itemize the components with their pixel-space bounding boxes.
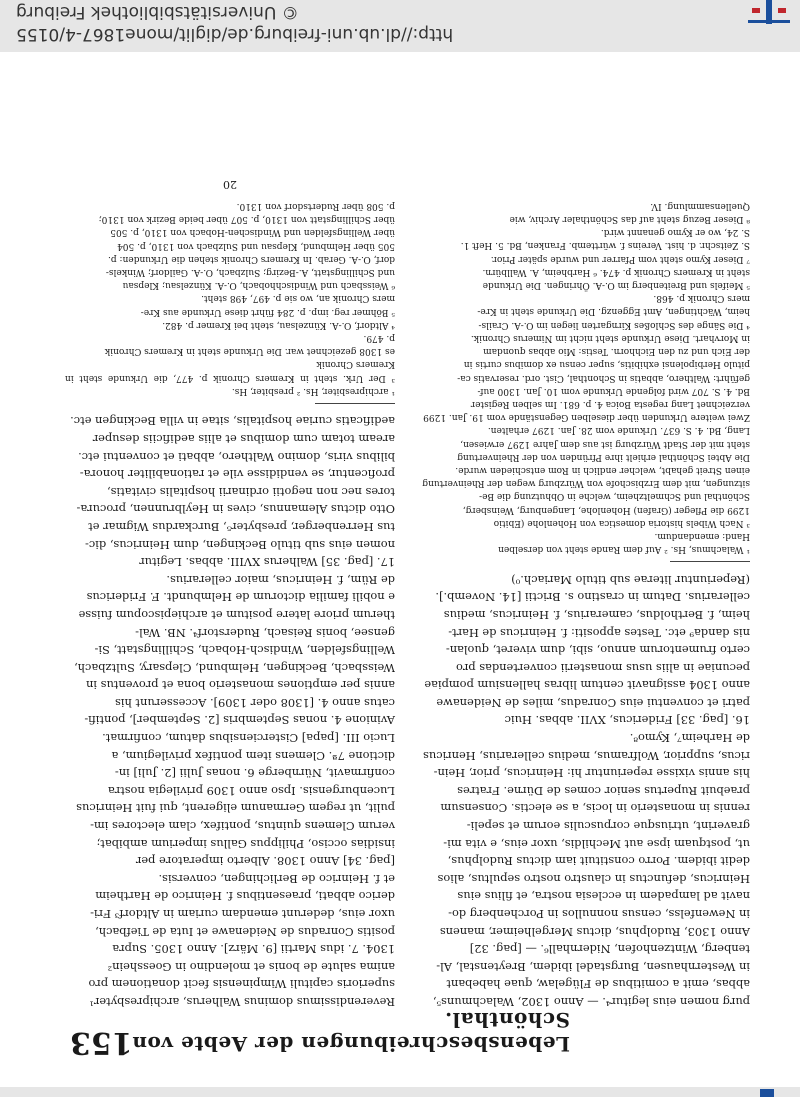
footnote-line: p. 479. bbox=[363, 333, 395, 343]
text-line: e nobili familia dictorum de Helmbundt. F. Fridericus bbox=[86, 590, 395, 605]
footnote-line: sitzungen, mit dem Erzbischofe von Würzburg wegen der Rheinvertung bbox=[422, 478, 750, 489]
text-line: nomen eius sub titulo Beckingen, dum Heinricus, dic- bbox=[85, 537, 395, 552]
footnote-line: S. 24, wo er Kymo genannt wird. bbox=[600, 227, 750, 238]
text-line: 1304. 7. idus Martii [9. März]. Anno 1305. Supra bbox=[112, 942, 395, 957]
left-column bbox=[420, 199, 750, 1010]
text-line: catus anno 4. [1308 oder 1309]. Accesserunt his bbox=[115, 695, 395, 710]
footnote-line: verzeichnet Lang regesta Boica 4. p. 681. Im selben Register bbox=[470, 398, 750, 409]
text-line: Otto dictus Alemannus, cives in Heylbrunnen, procura- bbox=[76, 502, 395, 517]
page-number: 153 bbox=[70, 1025, 133, 1060]
footnote-line: ⁷ Dieser Kymo steht vom Pfarrer und wurde später Prior. bbox=[490, 253, 750, 264]
text-line: pecuniae in aliis usus monasterii convertendas pro bbox=[456, 660, 750, 675]
footnote-rule bbox=[670, 561, 750, 562]
text-line: de Harheim⁷, Kymo⁸. bbox=[629, 731, 750, 746]
footnote-line: steht mit der Stadt Würzburg ist aus dem Jahre 1297 erwiesen, bbox=[460, 438, 750, 449]
footer-accent bbox=[760, 1089, 774, 1097]
footnote-line: Bd. 4. S. 707 wird folgende Urkunde vom 10. Jan. 1300 auf- bbox=[477, 385, 750, 396]
text-line: Lucio III. [papa] Cisterciensibus datum, confirmat. bbox=[102, 731, 395, 746]
text-line: abbas, emit a comitibus de Flügelaw, quae habebant bbox=[446, 977, 750, 992]
footnote-line: mers Chronik an, wo sie p. 497, 498 steht. bbox=[201, 293, 395, 304]
text-line: Heinricus, defunctus in claustro nostro sepultus, alios bbox=[437, 871, 750, 886]
text-line: Reverendissimus dominus Walherus, archipresbyter¹ bbox=[89, 995, 395, 1009]
text-line: ricus, supprior, Wolframus, medius cellerarius, Henricus bbox=[423, 748, 750, 763]
text-line: rennis in monasterio in locis, a se electis. Consensum bbox=[440, 801, 750, 816]
text-line: anno 1304 assignavit centum libras hallensium pompiae bbox=[424, 678, 750, 693]
footnote-line: ⁴ Altdorf, O.-A. Künzelsau, steht bei Kremer p. 482. bbox=[162, 319, 395, 330]
footnote-line: ³ Nach Wibels historia domestica von Hohenlohe (Ebitio bbox=[493, 517, 750, 528]
footnote-line: ⁸ Dieser Bezug steht auf das Schönthaler Archiv, wie bbox=[509, 214, 750, 225]
viewer-footer bbox=[0, 1087, 800, 1097]
footnote-line: ³ Der Urk. steht in Kremers Chronik p. 477, die Urkunde steht in Kremers Chronik bbox=[65, 359, 395, 383]
university-logo-icon bbox=[748, 0, 790, 30]
footnote-line: in Morvhart. Diese Urkunde steht nicht im Nimerus Chronik. bbox=[470, 332, 750, 343]
text-line: derico abbati, praesentibus f. Heinrico de Hartheim bbox=[95, 889, 395, 904]
text-line: certo frumentorum annuo, sibi, dum viveret, quolan- bbox=[445, 643, 750, 658]
footnote-rule bbox=[315, 403, 395, 404]
text-line: (Reperiuntur literae sub titulo Mariach.⁰) bbox=[511, 572, 750, 587]
text-line: patri et conventui eius Conradus, miles de Neidenawe bbox=[436, 695, 750, 710]
text-line: 16. [pag. 33] Fridericus, XVII. abbas. Huic bbox=[504, 713, 750, 728]
text-line: aream totam cum domibus et aliis aedificiis desuper bbox=[92, 432, 395, 446]
text-line: tores nec non negotii ordinarii hospitalis civitatis, bbox=[107, 484, 395, 499]
text-line: Wellingsfelden, Windisch-Hobach, Schillingstatt, Si- bbox=[94, 643, 395, 658]
footnote-line: und Schillingstatt, A.-Bezirg; Sulzbach, O.-A. Gaildorf; Winkels- bbox=[105, 266, 395, 277]
copyright-credit: © Universitätsbibliothek Freiburg bbox=[16, 2, 299, 22]
text-line: Weissbach, Beckingen, Helmbund, Clepsary, Sultzbach, bbox=[74, 660, 395, 675]
text-line: in Newenfelss, census nonnullos in Porchenberg do- bbox=[448, 907, 750, 922]
left-column-text bbox=[420, 570, 750, 1010]
text-line: verum Clemens quintus, pontifex, clam electores im- bbox=[90, 819, 395, 834]
text-line: purg nomen eius legitur⁴. — Anno 1302, Walachmuns⁵, bbox=[432, 995, 750, 1009]
footnote-line: geführt: Walthero, abbatis in Schonthal, Cist. ord. reservatis ca- bbox=[457, 372, 750, 383]
text-line: navit ad lampadem in ecclesia nostra, et filius eius bbox=[457, 889, 750, 904]
text-line: aedificatis curiae hospitalis, sitae in villa Beckingen etc. bbox=[70, 414, 395, 429]
text-line: graverint, utriusque corpusculis eorum et sepeli- bbox=[466, 819, 750, 834]
text-line: Lucenburgensis. Ipso anno 1309 privilegia nostra bbox=[107, 783, 395, 798]
footnote-line: ¹ Walachmus, Hs. ² Auf dem Rande steht von derselben bbox=[498, 544, 750, 555]
footnote-line: ¹ archipresbiter, Hs. ² presbiter, Hs. bbox=[231, 385, 395, 396]
footnote-line: über Schillingstatt von 1310, p. 507 über beide Bezirk von 1310; bbox=[98, 214, 395, 225]
scanned-page bbox=[60, 80, 750, 1060]
footnote-line: 1299 die Pfleger (Grafen) Hohenlohe, Langenburg, Weinsberg, bbox=[462, 504, 750, 515]
right-footnotes bbox=[65, 199, 395, 397]
text-line: de Rüm, f. Heinricus, maior cellerarius. bbox=[166, 572, 395, 587]
text-line: bilibus viris, domino Walthero, abbati et conventui etc. bbox=[78, 449, 395, 464]
text-line: in Westernhausen, Burgstadel ibidem, Breytenstal, Al- bbox=[436, 959, 750, 974]
text-line: Anno 1303, Rudolphus, dictus Mergelheimer, manens bbox=[439, 924, 750, 939]
text-line: nis danda⁹ etc. Testes appositi: f. Heinricus de Hart- bbox=[448, 625, 750, 640]
footnote-line: Hand: emendandum. bbox=[654, 530, 750, 541]
text-line: therum priore latere positum et archiepiscopum fuisse bbox=[78, 607, 395, 622]
footnote-line: es 1308 gezeichnet war. Die Urkunde steht in Kremers Chronik bbox=[104, 346, 395, 357]
text-line: anima salute de bonis et molendino in Goesshein² bbox=[107, 959, 395, 974]
text-line: et f. Heinrico de Berlichingen, conversis. bbox=[158, 871, 395, 886]
footnote-line: S. Zeitschr. d. hist. Vereins f. württemb. Franken, Bd. 5. Heft 1. bbox=[460, 240, 750, 251]
text-line: [pag. 34] Anno 1308. Alberto imperatore per bbox=[135, 854, 395, 869]
footnote-line: über Wellingsfelden und Windischen-Hobach von 1310, p. 505 bbox=[110, 227, 395, 238]
text-line: praebuit Rupertus senior comes de Dürne. Fratres bbox=[457, 783, 750, 798]
text-line: dictione 7ª. Clemens item pontifex privilegium, a bbox=[111, 748, 395, 763]
text-line: heim, f. Bertholdus, camerarius, f. Heinricus, medius bbox=[443, 607, 750, 622]
text-line: Avinione 4. nonas Septembris [2. September], pontifi- bbox=[84, 713, 395, 728]
text-line: cellerarius. Datum in crastino s. Brictii [14. Novemb.]. bbox=[435, 590, 750, 605]
text-line: ut, postquam ipse aut Mechildis, uxor eius, e vita mi- bbox=[443, 836, 750, 851]
signature-mark: 20 bbox=[223, 177, 237, 191]
text-line: annis per emptiones monasterio bona et proventus in bbox=[86, 678, 395, 693]
text-line: 17. [pag. 35] Walherus XVIII. abbas. Legitur bbox=[139, 555, 395, 570]
footnote-line: ⁵ Meifels und Breitenberg im O.-A. Öhringen. Die Urkunde bbox=[482, 280, 750, 291]
footnote-line: 505 über Helmbund, Klepsau und Sulzbach von 1310, p. 504 bbox=[117, 240, 395, 251]
viewer-header bbox=[0, 0, 800, 52]
text-line: superioris capituli Wimpinensis fecit donationem pro bbox=[88, 977, 395, 992]
footnote-line: der Eich und zu den Eichhorn. Testis: Mio abbas quondam bbox=[483, 346, 750, 357]
footnote-line: pitulo Herbipolensi exhibitis, super censu ex domibus curtis in bbox=[463, 359, 750, 370]
footnote-line: Zwei weitere Urkunden über dieselben Gegenstände vom 19. Jan. 1299 bbox=[423, 412, 750, 423]
right-column bbox=[65, 175, 395, 1010]
footnote-line: Lang, Bd. 4. S. 637. Urkunde vom 28. Jan. 1297 erhalten. bbox=[487, 425, 750, 436]
text-line: positis Conradus de Neidenawe et Iuta de Tiefbach, bbox=[95, 924, 395, 939]
footnote-line: Quellensammlung. IV. bbox=[650, 200, 750, 211]
right-column-text bbox=[65, 412, 395, 1010]
footnote-line: mers Chronik p. 468. bbox=[653, 293, 750, 304]
footnote-line: Die Abtei Schönthal erhielt ihre Pfründen von der Rheinvertung bbox=[457, 451, 750, 462]
text-line: confirmavit, Nürnberge 6. nonas Julii [2. Juli] in- bbox=[114, 766, 395, 781]
footnote-line: ⁶ Weissbach und Windischhobach, O.-A. Künzelsau; Klepsau bbox=[122, 280, 395, 291]
text-line: tus Herrenberger, presbyter⁵, Burckardus Wigmar et bbox=[88, 519, 395, 534]
text-line: uxor eius, dederunt emendam curiam in Altdorf³ Fri- bbox=[90, 907, 395, 922]
text-line: his annis vixisse reperiuntur hi: Heinricus, prior, Hein- bbox=[433, 766, 750, 781]
footnote-line: ⁵ Böhmer reg. imp. p. 284 führt diese Urkunde aus Kre- bbox=[140, 306, 395, 317]
footnote-line: ⁴ Die Sänge des Schloßes Kirngarten liegen im O.-A. Crails- bbox=[478, 319, 750, 330]
footnote-line: dorf, O.-A. Gerab. In Kremers Chronik stehen die Urkunden: p. bbox=[108, 253, 395, 264]
running-title: Lebensbeschreibungen der Aebte von Schönthal. bbox=[132, 1008, 570, 1056]
text-line: pulit, ut regem Germanum eligerent, qui fuit Heinricus bbox=[76, 801, 395, 816]
text-line: insidias occiso, Philippus Gallus imperium ambibat; bbox=[96, 836, 395, 851]
footnote-line: einen Streit gehabt, welcher endlich in Rom entschieden wurde. bbox=[455, 464, 750, 475]
source-url[interactable]: http://dl.ub.uni-freiburg.de/diglit/mone1867-4/0155 bbox=[16, 24, 454, 44]
footnote-line: Schönthal und Schmeltzheim, welche in Obhutzung die Be- bbox=[479, 491, 750, 502]
running-head bbox=[60, 1008, 750, 1060]
text-line: gensee, bonis Reisach, Ruderstorf⁴. NB. Wal- bbox=[135, 625, 395, 640]
left-footnotes bbox=[420, 199, 750, 555]
text-line: proficentur, se vendidisse vile et rationabiliter honora- bbox=[79, 467, 395, 482]
footnote-line: steht in Kremers Chronik p. 474. ⁶ Harbheim, A. Wallbürn. bbox=[482, 266, 750, 277]
text-line: tenberg, Wintzenhofen, Nidernhall⁶. — [pag. 32] bbox=[469, 942, 750, 957]
footnote-line: p. 508 über Rudertsdorf von 1310. bbox=[236, 200, 395, 211]
footnote-line: heim, Wächtingen, Amt Eggenzg. Die Urkunde steht in Kre- bbox=[477, 306, 750, 317]
text-line: dedit ibidem. Porro constituit iam dictus Rudolphus, bbox=[447, 854, 750, 869]
